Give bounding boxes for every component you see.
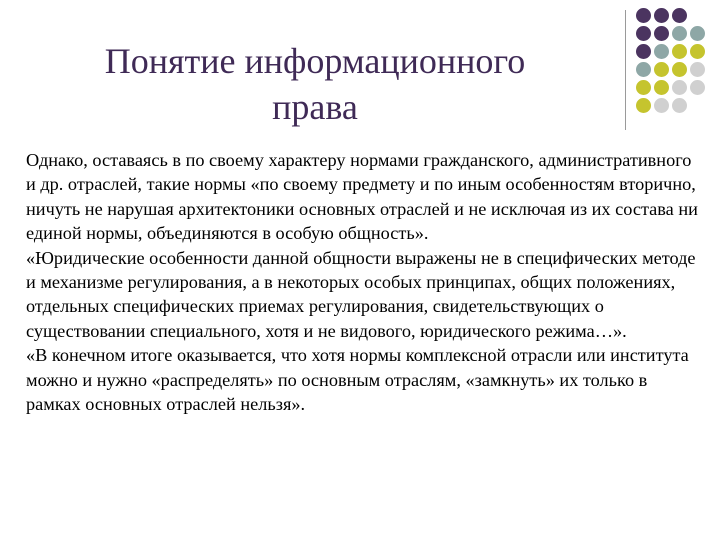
decorative-dot <box>636 98 651 113</box>
decorative-dot <box>690 98 705 113</box>
decorative-dot <box>636 26 651 41</box>
decorative-divider-line <box>625 10 626 130</box>
decorative-dot <box>672 26 687 41</box>
decorative-dot-grid <box>636 8 705 113</box>
decorative-dot <box>654 80 669 95</box>
decorative-dot <box>654 26 669 41</box>
decorative-dot <box>690 62 705 77</box>
decorative-dot <box>654 98 669 113</box>
decorative-dot <box>672 80 687 95</box>
decorative-dot <box>690 26 705 41</box>
decorative-dot <box>690 44 705 59</box>
body-paragraph-2: «Юридические особенности данной общности выражены не в специфических методе и механизме регулирования, а в некоторых особых принципах, общих положениях, отдельных специфических приемах регулирования, свидетельствующих о существовании специального, хотя и не видового, юридического режима…». <box>26 247 696 341</box>
decorative-dot <box>636 44 651 59</box>
decorative-dot <box>654 8 669 23</box>
decorative-dot <box>654 62 669 77</box>
slide-title <box>40 38 590 130</box>
slide-body <box>26 148 702 416</box>
decorative-dot <box>654 44 669 59</box>
title-line-1: Понятие информационного <box>104 41 526 81</box>
decorative-dot <box>672 8 687 23</box>
body-paragraph-3: «В конечном итоге оказывается, что хотя нормы комплексной отрасли или института можно и нужно «распределять» по основным отраслям, «замкнуть» их только в рамках основных отраслей нельзя». <box>26 345 689 415</box>
title-line-2: права <box>272 87 358 127</box>
decorative-dot <box>636 80 651 95</box>
body-paragraph-1: Однако, оставаясь в по своему характеру нормами гражданского, административного и др. отраслей, такие нормы «по своему предмету и по иным особенностям вторично, ничуть не нарушая архитектоники основных отраслей и не исключая из их состава ни единой нормы, объединяются в особую общность». <box>26 150 698 244</box>
decorative-dot <box>690 80 705 95</box>
decorative-dot <box>636 62 651 77</box>
decorative-dot <box>690 8 705 23</box>
decorative-dot <box>672 98 687 113</box>
decorative-dot <box>672 44 687 59</box>
decorative-dot <box>672 62 687 77</box>
decorative-dot <box>636 8 651 23</box>
